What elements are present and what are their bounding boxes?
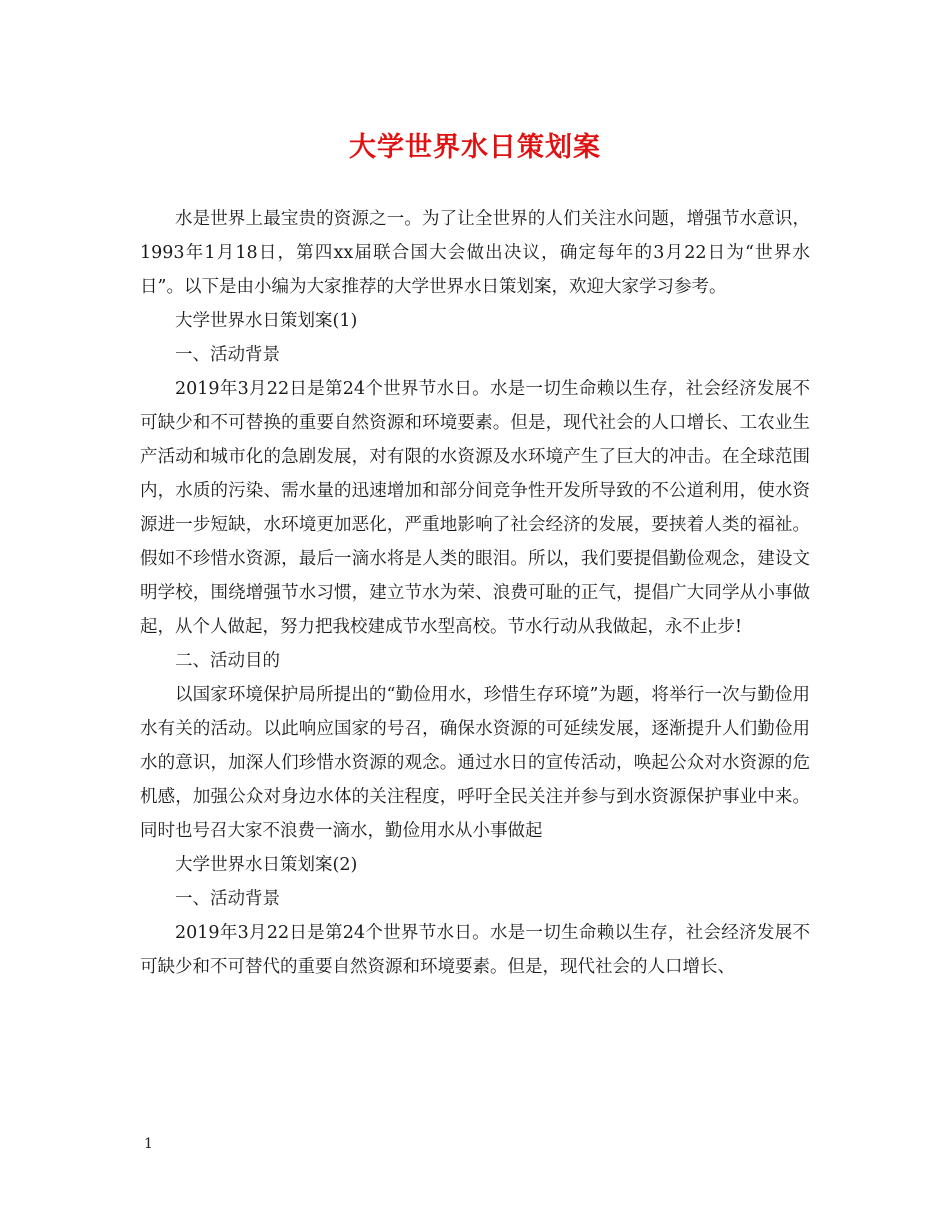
section-1-background-paragraph: 2019年3月22日是第24个世界节水日。水是一切生命赖以生存，社会经济发展不可缺少和不可替换的重要自然资源和环境要素。但是，现代社会的人口增长、工农业生产活动和城市化的急剧发展，对有限的水资源及水环境产生了巨大的冲击。在全球范围内，水质的污染、需水量的迅速增加和部分间竞争性开发所导致的不公道利用，使水资源进一步短缺，水环境更加恶化，严重地影响了社会经济的发展，要挟着人类的福祉。假如不珍惜水资源，最后一滴水将是人类的眼泪。所以，我们要提倡勤俭观念，建设文明学校，围绕增强节水习惯，建立节水为荣、浪费可耻的正气，提倡广大同学从小事做起，从个人做起，努力把我校建成节水型高校。节水行动从我做起，永不止步! [140,379,810,637]
section-1-purpose-paragraph: 以国家环境保护局所提出的“勤俭用水，珍惜生存环境”为题，将举行一次与勤俭用水有关的活动。以此响应国家的号召，确保水资源的可延续发展，逐渐提升人们勤俭用水的意识，加深人们珍惜水资源的观念。通过水日的宣传活动，唤起公众对水资源的危机感，加强公众对身边水体的关注程度，呼吁全民关注并参与到水资源保护事业中来。同时也号召大家不浪费一滴水，勤俭用水从小事做起 [140,685,810,841]
section-2-background-heading: 一、活动背景 [175,889,280,909]
page-number: 1 [144,1136,153,1152]
section-1-title: 大学世界水日策划案(1) [175,311,358,331]
document-title: 大学世界水日策划案 [349,132,601,163]
section-1-background-heading: 一、活动背景 [175,345,280,365]
section-2-background-paragraph: 2019年3月22日是第24个世界节水日。水是一切生命赖以生存，社会经济发展不可缺少和不可替代的重要自然资源和环境要素。但是，现代社会的人口增长、 [140,923,810,977]
intro-paragraph: 水是世界上最宝贵的资源之一。为了让全世界的人们关注水问题，增强节水意识，1993年1月18日，第四xx届联合国大会做出决议，确定每年的3月22日为“世界水日”。以下是由小编为大家推荐的大学世界水日策划案，欢迎大家学习参考。 [140,209,810,297]
section-1-purpose-heading: 二、活动目的 [175,651,280,671]
section-2-title: 大学世界水日策划案(2) [175,855,358,875]
document-body [140,202,810,984]
